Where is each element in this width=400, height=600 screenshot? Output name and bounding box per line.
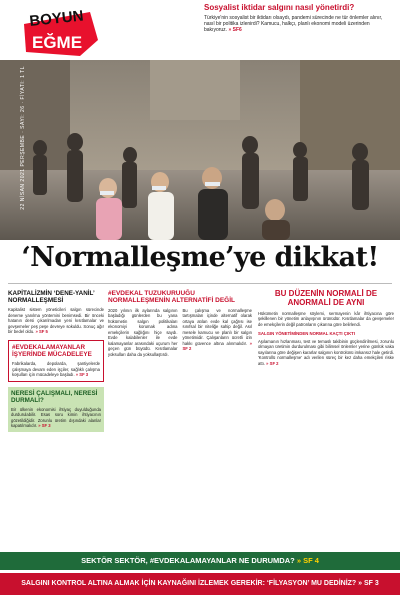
left-column [8,290,104,432]
right-column[interactable] [258,290,394,366]
normal-article-title: BU DÜZENİN NORMALİ DE ANORMALİ DE AYNI [274,289,378,307]
normal-article-ref: » SF 2 [266,360,279,366]
article-workers[interactable] [8,340,104,382]
cover-photo [0,60,400,240]
article-where-to-work-ref: » SF 3 [38,423,51,429]
normal-article-subhead: SALGIN YÖNETİMİNDEN NORMAL KAÇTI ÇIKTI [258,330,355,336]
teaser-box[interactable] [204,4,394,34]
article-where-to-work-title: NERESİ ÇALIŞMALI, NERESİ DURMALI? [11,389,98,404]
article-capitalism-ref: » SF 5 [35,329,48,335]
teaser-title: Sosyalist iktidar salgını nasıl yönetirdi? [204,3,355,12]
normal-article-body-2: Aşılamanın hızlanması, test ve temaslı takibinin güçlendirilmesi, zorunlu olmayan üretimin durdurulması gibi bilimsel önlemler yerine günlük vaka sayılarına göre değişen kararlar salgının kontrolünü imkansız hale getirdi. 'Kontrollü normalleşme' adı verilen süreç bir kez daha emekçileri riske attı. [258,338,394,366]
article-workers-title: #EVDEKALAMAYANLAR İŞYERİNDE MÜCADELEYE [12,343,92,358]
issue-date: 22 NİSAN 2021 PERŞEMBE · SAYI: 26 · FİYATI: 1 TL [20,66,26,210]
teaser-ref: » SF6 [228,27,242,34]
logo-top-text: BOYUN [28,7,85,30]
filiation-banner-ref: » SF 3 [358,580,379,587]
article-workers-ref: » SF 3 [75,372,89,378]
divider [8,283,392,284]
teaser-text: Türkiye'nin sosyalist bir iktidarı olsaydı, pandemi sürecinde ne tür önlemler alınır, nasıl bir politika izlenirdi? Kamucu, halkçı, planlı ekonomi modeli üzerinden bakıyoruz. [204,14,383,34]
article-where-to-work[interactable] [8,387,104,432]
normal-article-body-1: Hükümetin normalleşme söylemi, sermayenin kâr ihtiyacına göre şekillenen bir yönetim anlayışının ürünüdür. Kısıtlamalar da gevşemeler de emekçilerin değil patronların çıkarına göre belirlendi. [258,310,394,327]
stay-home-article-title: #EVDEKAL TUZUKURUUĞU NORMALLEŞMENİN ALTERNATİFİ DEĞİL [108,290,235,305]
masthead [0,0,400,60]
article-capitalism-body: Kapitalist sistem yöneticileri salgın sürecinde deneme yanılma yöntemini benimsedi. Bir önceki hatanın dersi çıkarılmadan yeni kısıtlamalar ve gevşemeler peş peşe devreye sokuldu. Sonuç ağır bir bedel oldu. [8,307,104,335]
main-headline: ‘Normalleşme’ye dikkat! [21,242,379,273]
stay-home-article-body-1: 2020 yılının ilk aylarında salgının başladığı günlerden bu yana hükümetin salgın politikaları ekonomiyi korumak adına emekçilerin sağlığını hiçe saydı. Evde kalabilenler ile evde kalamayanlar arasındaki uçurum her geçen gün büyüdü. Kısıtlamalar yoksulları daha da yoksullaştırdı. [108,307,178,357]
stay-home-article-ref: » SF 2 [182,340,252,352]
middle-column[interactable] [108,290,252,357]
article-workers-body: Fabrikalarda, depolarda, şantiyelerde çalışmaya devam eden işçiler, sağlıklı çalışma koşulları için mücadeleye başladı. [12,361,100,378]
sector-banner[interactable] [0,552,400,570]
filiation-banner-text: SALGINI KONTROL ALTINA ALMAK İÇİN KAYNAĞINI İZLEMEK GEREKİR: ‘FİLYASYON’ MU DEDİNİZ? [21,580,357,587]
article-where-to-work-body: Bir ülkenin ekonomisi ihtiyaç duyulduğunda durdurulabilir. Esas soru kimin ihtiyacının gözetildiğidir. Zorunlu üretim dışındaki alanlar kapatılmalıdır. [11,407,101,429]
article-capitalism[interactable] [8,290,104,335]
article-capitalism-title: KAPİTALİZMİN ‘DENE-YANİL’ NORMALLEŞMESİ [8,290,95,305]
filiation-banner[interactable] [0,573,400,595]
boyun-egme-logo [20,6,102,58]
logo-bottom-text: EĞME [32,33,83,52]
sector-banner-ref: » SF 4 [296,556,319,565]
sector-banner-text: SEKTÖR SEKTÖR, #EVDEKALAMAYANLAR NE DURUMDA? [81,556,295,565]
stay-home-article-body-2: Bu çalışma ve normalleşme tartışmaları içinde alternatif olarak ortaya atılan evde kal çağrısı ise sınıfsal bir niteliğe sahip değil. Asıl mesele kamucu ve planlı bir salgın yönetimidir. Çalışanların ücretli izin hakkı güvence altına alınmalıdır. [182,307,252,346]
